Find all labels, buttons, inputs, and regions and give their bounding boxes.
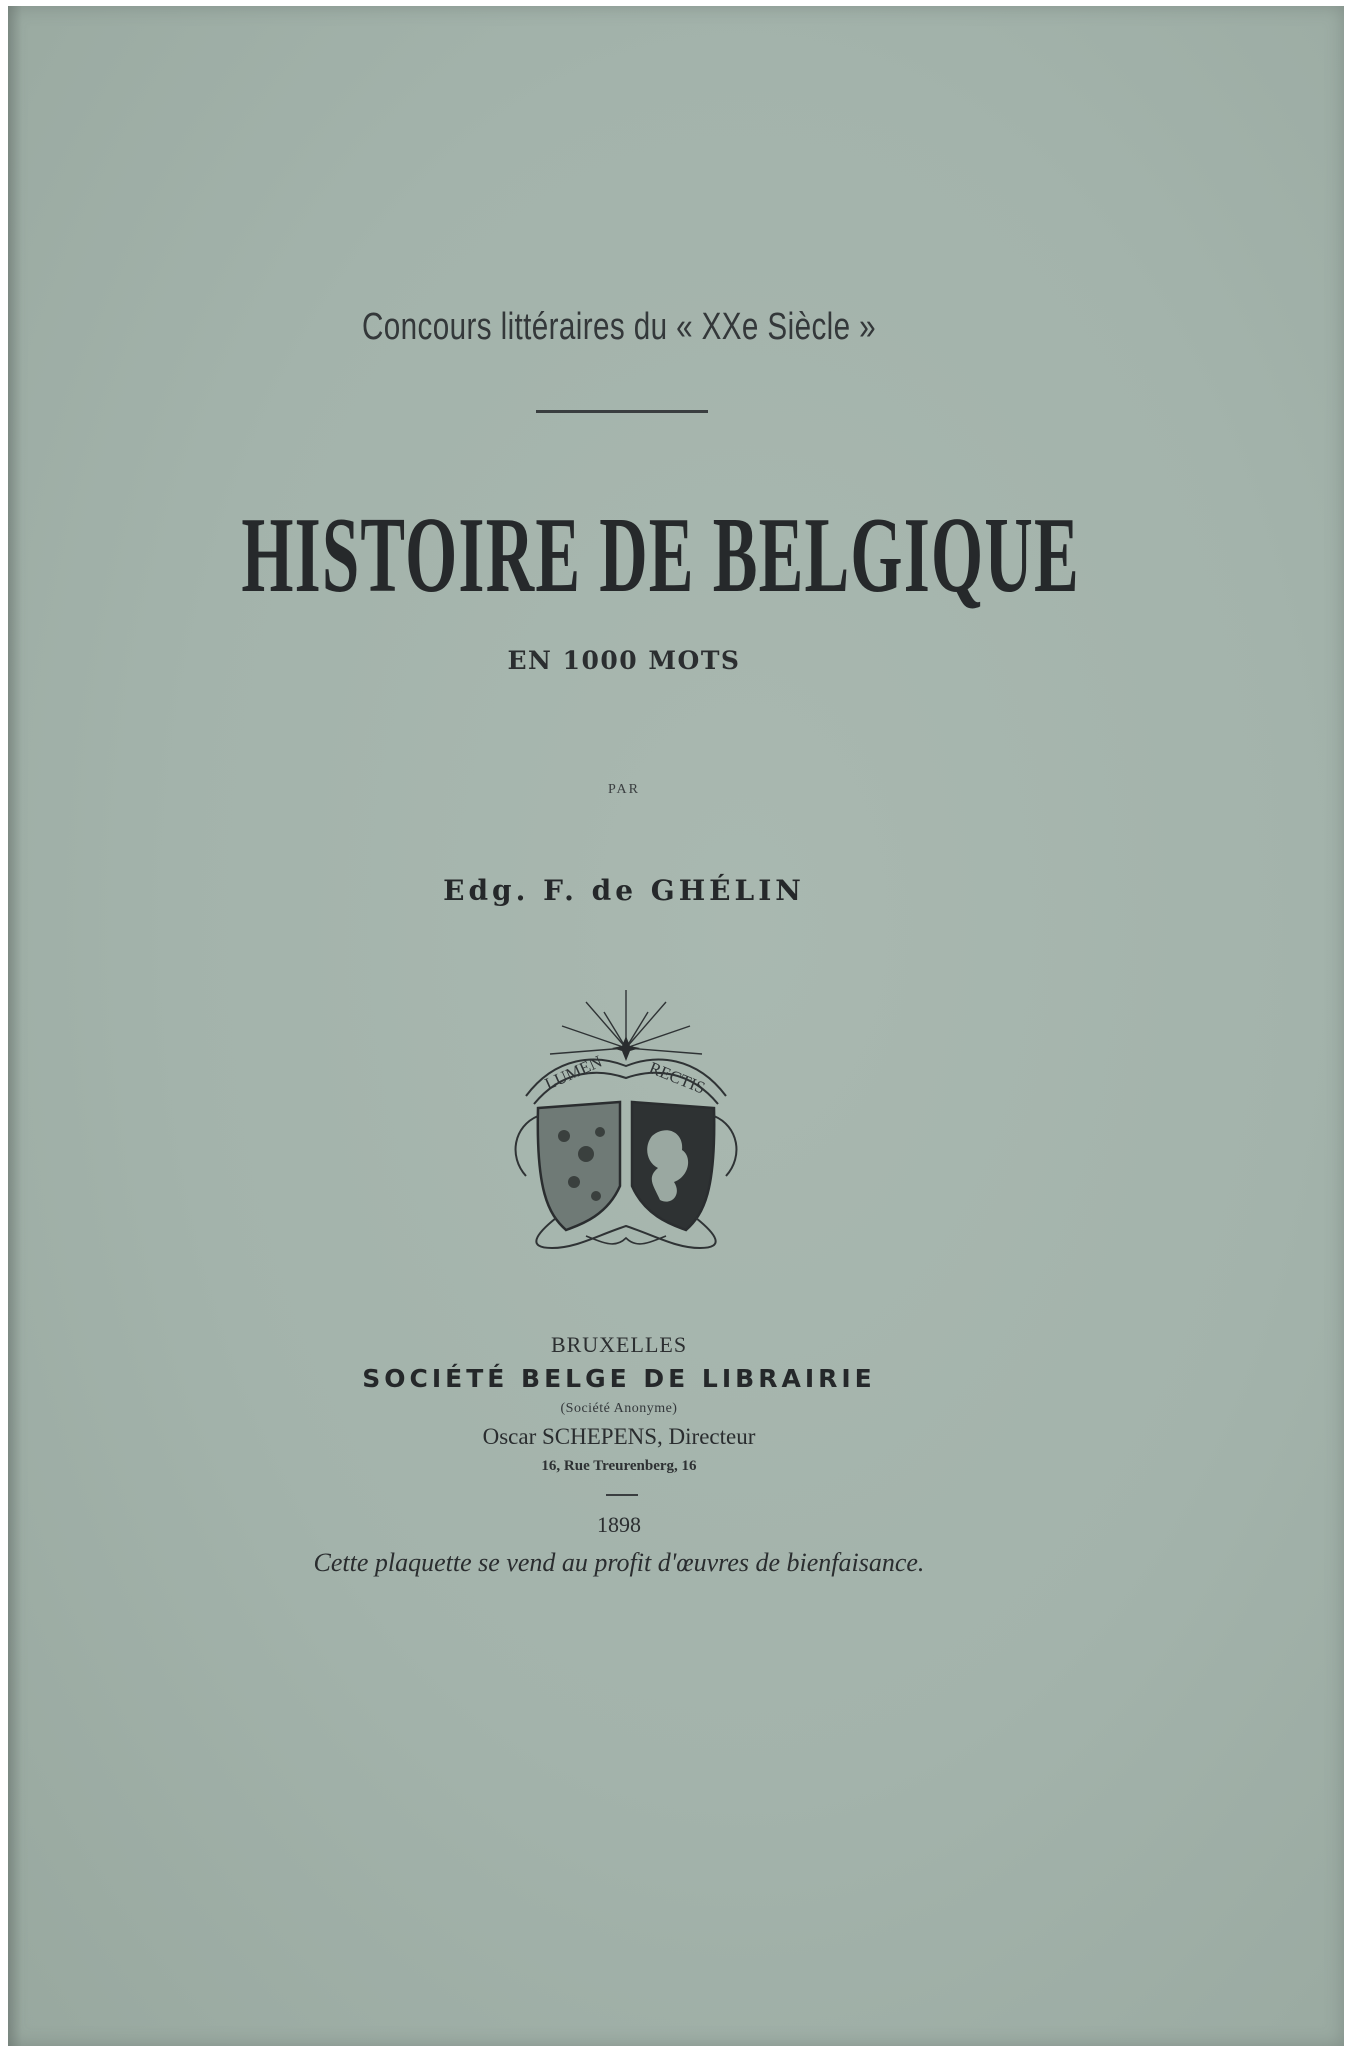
book-title: HISTOIRE DE BELGIQUE <box>241 496 1080 615</box>
coat-of-arms-emblem <box>486 986 766 1256</box>
star-icon <box>612 1036 640 1061</box>
motto-left: LUMEN <box>541 1051 605 1094</box>
author-name: Edg. F. de GHÉLIN <box>443 874 805 907</box>
series-title: Concours littéraires du « XXe Siècle » <box>361 306 877 348</box>
imprint-publisher-type: (Société Anonyme) <box>560 1401 678 1416</box>
charity-note: Cette plaquette se vend au profit d'œuvres de bienfaisance. <box>313 1548 925 1577</box>
by-label: PAR <box>608 782 640 797</box>
title-divider <box>536 410 708 413</box>
book-cover <box>8 6 1344 2046</box>
imprint-director: Oscar SCHEPENS, Directeur <box>482 1424 756 1449</box>
imprint-address: 16, Rue Treurenberg, 16 <box>541 1458 697 1474</box>
book-subtitle: EN 1000 MOTS <box>507 646 741 675</box>
imprint-publisher: SOCIÉTÉ BELGE DE LIBRAIRIE <box>362 1364 876 1393</box>
motto-right: RECTIS <box>646 1058 708 1098</box>
publication-year: 1898 <box>597 1512 641 1537</box>
spine-edge <box>8 6 22 2046</box>
imprint-divider <box>606 1494 638 1496</box>
imprint-city: BRUXELLES <box>550 1332 688 1357</box>
